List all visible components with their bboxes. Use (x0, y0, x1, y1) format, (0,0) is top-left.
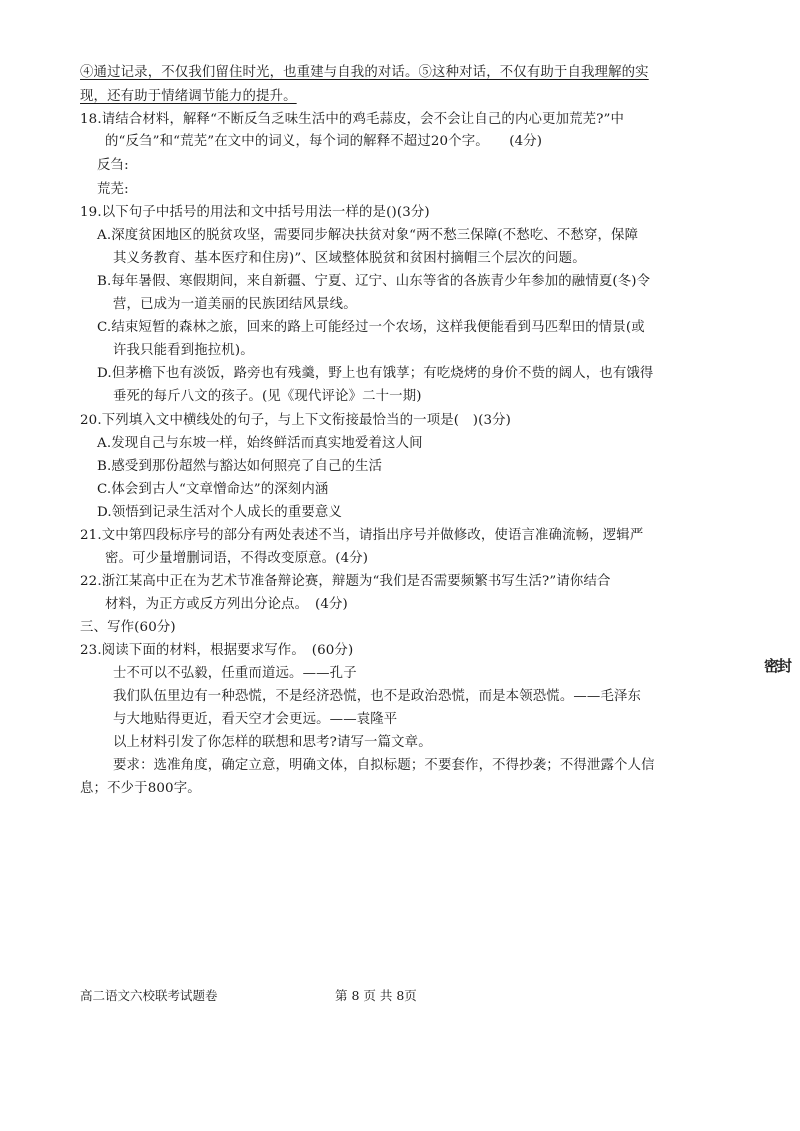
question-21-line-2: 密。可少量增删词语，不得改变原意。(4分) (105, 551, 369, 566)
question-20-stem: 20.下列填入文中横线处的句子，与上下文衔接最恰当的一项是( )(3分) (80, 413, 512, 428)
option-20-a: A.发现自己与东坡一样，始终鲜活而真实地爱着这人间 (97, 436, 423, 451)
option-20-d: D.领悟到记录生活对个人成长的重要意义 (97, 505, 343, 520)
option-19-c-line-1: C.结束短暂的森林之旅，回来的路上可能经过一个农场，这样我便能看到马匹犁田的情景(或 (97, 320, 645, 335)
question-18-line-1: 18.请结合材料，解释“不断反刍乏味生活中的鸡毛蒜皮，会不会让自己的内心更加荒芜?”中 (80, 112, 625, 127)
option-19-c-line-2: 许我只能看到拖拉机)。 (113, 343, 254, 358)
writing-requirements-line-1: 要求：选准角度，确定立意，明确文体，自拟标题；不要套作，不得抄袭；不得泄露个人信 (113, 758, 655, 773)
answer-label-fanchu: 反刍: (97, 158, 129, 173)
option-19-b-line-2: 营，已成为一道美丽的民族团结风景线。 (113, 297, 357, 312)
option-19-a-line-2: 其义务教育、基本医疗和住房)”、区域整体脱贫和贫困村摘帽三个层次的问题。 (113, 251, 586, 266)
quote-confucius: 士不可以不弘毅，任重而道远。——孔子 (113, 666, 357, 681)
footer-exam-title: 高二语文六校联考试题卷 (80, 988, 218, 1003)
question-23-stem: 23.阅读下面的材料，根据要求写作。 (60分) (80, 643, 354, 658)
option-19-a-line-1: A.深度贫困地区的脱贫攻坚，需要同步解决扶贫对象“两不愁三保障(不愁吃、不愁穿，保障 (97, 228, 639, 243)
option-19-d-line-1: D.但茅檐下也有淡饭，路旁也有残羹，野上也有饿莩；有吃烧烤的身价不赀的阔人，也有饿得 (97, 366, 654, 381)
seal-mark: 密封 (764, 657, 791, 675)
passage-line-2: 现，还有助于情绪调节能力的提升。 (80, 89, 297, 104)
writing-prompt: 以上材料引发了你怎样的联想和思考?请写一篇文章。 (113, 735, 432, 750)
option-19-b-line-1: B.每年暑假、寒假期间，来自新疆、宁夏、辽宁、山东等省的各族青少年参加的融情夏(冬)令 (97, 274, 651, 289)
option-20-c: C.体会到古人“文章憎命达”的深刻内涵 (97, 482, 329, 497)
question-21-line-1: 21.文中第四段标序号的部分有两处表述不当，请指出序号并做修改，使语言准确流畅，逻辑严 (80, 528, 644, 543)
answer-label-huangwu: 荒芜: (97, 182, 129, 197)
quote-yuan-longping: 与大地贴得更近，看天空才会更远。——袁隆平 (113, 712, 398, 727)
quote-mao-zedong: 我们队伍里边有一种恐慌，不是经济恐慌，也不是政治恐慌，而是本领恐慌。——毛泽东 (113, 689, 642, 704)
section-writing-heading: 三、写作(60分) (80, 620, 176, 635)
writing-requirements-line-2: 息；不少于800字。 (80, 781, 201, 796)
question-22-line-1: 22.浙江某高中正在为艺术节准备辩论赛，辩题为“我们是否需要频繁书写生活?”请你结合 (80, 574, 611, 589)
passage-line-1: ④通过记录，不仅我们留住时光，也重建与自我的对话。⑤这种对话，不仅有助于自我理解的实 (80, 65, 649, 80)
question-22-line-2: 材料，为正方或反方列出分论点。 (4分) (105, 597, 348, 612)
question-19-stem: 19.以下句子中括号的用法和文中括号用法一样的是()(3分) (80, 205, 430, 220)
option-20-b: B.感受到那份超然与豁达如何照亮了自己的生活 (97, 459, 383, 474)
option-19-d-line-2: 垂死的每斤八文的孩子。(见《现代评论》二十一期) (113, 389, 422, 404)
question-18-line-2: 的“反刍”和“荒芜”在文中的词义，每个词的解释不超过20个字。 (4分) (105, 134, 543, 149)
footer-page-number: 第 8 页 共 8页 (335, 988, 417, 1003)
